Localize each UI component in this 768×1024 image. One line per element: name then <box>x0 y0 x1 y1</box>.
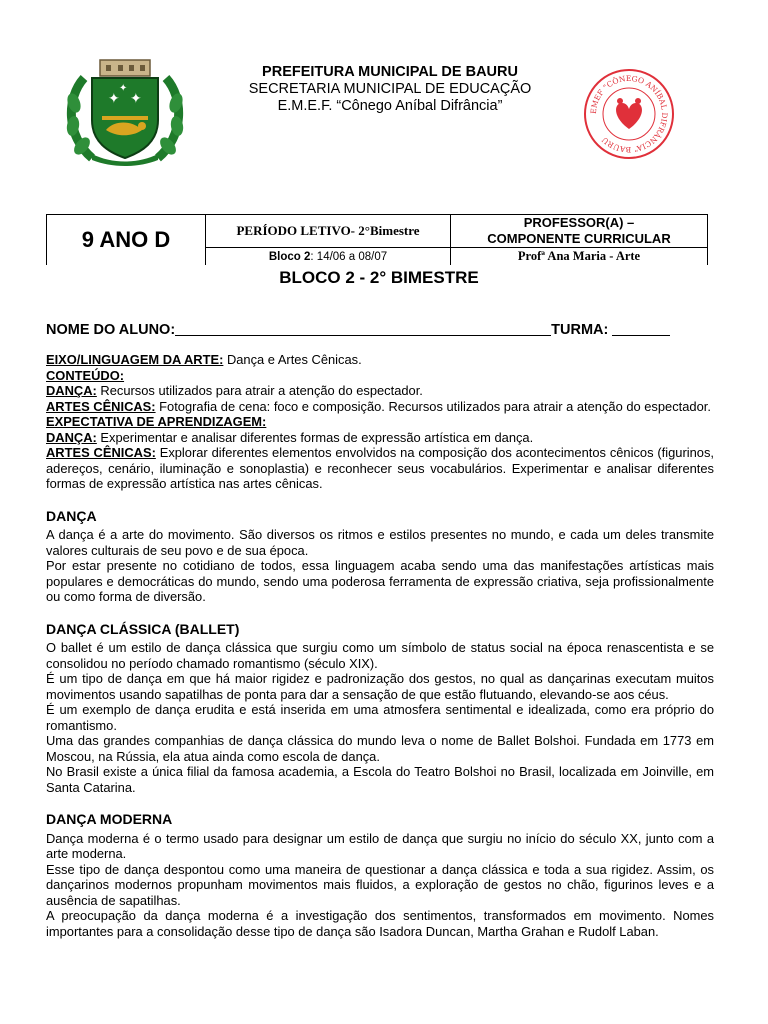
name-field[interactable] <box>175 321 551 336</box>
eixo-line: EIXO/LINGUAGEM DA ARTE: Dança e Artes Cênicas. <box>46 352 362 367</box>
expectativa-artes: ARTES CÊNICAS: Explorar diferentes elementos envolvidos na composição dos acontecimentos cênicos (figurinos, adereços, cenário, iluminação e sonoplastia) e reconhecer seus vocabulários. Experimentar e analisar diferentes formas de expressão artística nas artes cênicas. <box>46 445 714 491</box>
conteudo-artes: ARTES CÊNICAS: Fotografia de cena: foco e composição. Recursos utilizados para atrair a atenção do espectador. <box>46 398 711 414</box>
paragraph: A preocupação da dança moderna é a investigação dos sentimentos, transformados em movimento. Nomes importantes para a consolidação desse tipo de dança são Isadora Duncan, Martha Grahan e Rudolf Laban. <box>46 908 714 939</box>
municipality-name: PREFEITURA MUNICIPAL DE BAURU <box>262 64 518 80</box>
paragraph: É um tipo de dança em que há maior rigidez e padronização dos gestos, no qual as dançarinas executam muitos movimentos usando sapatilhas de ponta para dar a sensação de que estão flutuando, elevando-se aos céus. <box>46 671 714 702</box>
bloco-dates-cell: Bloco 2: 14/06 a 08/07 <box>206 248 451 266</box>
teacher-cell: Profª Ana Maria - Arte <box>451 248 708 266</box>
section-title: DANÇA <box>46 507 97 524</box>
info-table <box>46 214 708 266</box>
svg-text:✦: ✦ <box>130 91 142 107</box>
paragraph: Por estar presente no cotidiano de todos, essa linguagem acaba sendo uma das manifestações artísticas mais populares e democráticas do mundo, sendo uma poderosa ferramenta de expressão criativa, seja profissionalmente ou como forma de diversão. <box>46 558 714 604</box>
paragraph: Esse tipo de dança despontou como uma maneira de questionar a dança clássica e toda a sua rigidez. Assim, os dançarinos modernos propunham movimentos mais fluidos, a exploração de gestos no chão, figurinos leves e a ausência de sapatilhas. <box>46 861 714 908</box>
svg-text:✦: ✦ <box>108 91 120 107</box>
school-name: E.M.E.F. “Cônego Aníbal Difrância” <box>277 98 503 114</box>
municipal-crest-icon <box>62 58 188 166</box>
period-cell: PERÍODO LETIVO- 2°Bimestre <box>206 215 451 248</box>
section-title: DANÇA MODERNA <box>46 811 173 827</box>
professor-label-cell: PROFESSOR(A) – COMPONENTE CURRICULAR <box>451 215 708 248</box>
expectativa-danca: DANÇA: Experimentar e analisar diferentes formas de expressão artística em dança. <box>46 429 534 445</box>
section-title: DANÇA CLÁSSICA (BALLET) <box>46 620 240 637</box>
class-cell: 9 ANO D <box>47 215 206 266</box>
paragraph: No Brasil existe a única filial da famosa academia, a Escola do Teatro Bolshoi no Brasil, localizada em Joinville, em Santa Catarina. <box>46 764 714 795</box>
paragraph: O ballet é um estilo de dança clássica que surgiu como um símbolo de status social na época renascentista e se consolidou no período chamado romantismo (século XIX). <box>46 640 714 671</box>
paragraph: Uma das grandes companhias de dança clássica do mundo leva o nome de Ballet Bolshoi. Fundada em 1773 em Moscou, na Rússia, ela atua ainda como escola de dança. <box>46 733 714 764</box>
page-title: BLOCO 2 - 2° BIMESTRE <box>279 268 479 287</box>
svg-text:✦: ✦ <box>119 83 128 94</box>
student-name-line <box>46 321 670 338</box>
paragraph: É um exemplo de dança erudita e está inserida em uma atmosfera sentimental e idealizada, como era próprio do romantismo. <box>46 702 714 733</box>
school-seal-icon <box>582 67 676 161</box>
svg-text:EMEF “CÔNEGO ANÍBAL DIFRÂNCIA”: EMEF “CÔNEGO ANÍBAL DIFRÂNCIA” BAURU <box>588 73 670 155</box>
name-label: NOME DO ALUNO: <box>46 322 176 338</box>
paragraph: Dança moderna é o termo usado para designar um estilo de dança que surgiu no início do século XX, junto com a arte moderna. <box>46 830 714 861</box>
conteudo-heading: CONTEÚDO: <box>46 367 125 383</box>
class-field[interactable] <box>612 321 670 336</box>
paragraph: A dança é a arte do movimento. São diversos os ritmos e estilos presentes no mundo, e cada um deles transmite valores culturais de seu povo e de sua época. <box>46 527 714 558</box>
class-label: TURMA: <box>551 322 609 338</box>
school-header <box>200 64 580 115</box>
secretariat-name: SECRETARIA MUNICIPAL DE EDUCAÇÃO <box>248 81 532 97</box>
document-body <box>46 352 714 939</box>
conteudo-danca: DANÇA: Recursos utilizados para atrair a atenção do espectador. <box>46 383 423 398</box>
expectativa-heading: EXPECTATIVA DE APRENDIZAGEM: <box>46 414 267 429</box>
